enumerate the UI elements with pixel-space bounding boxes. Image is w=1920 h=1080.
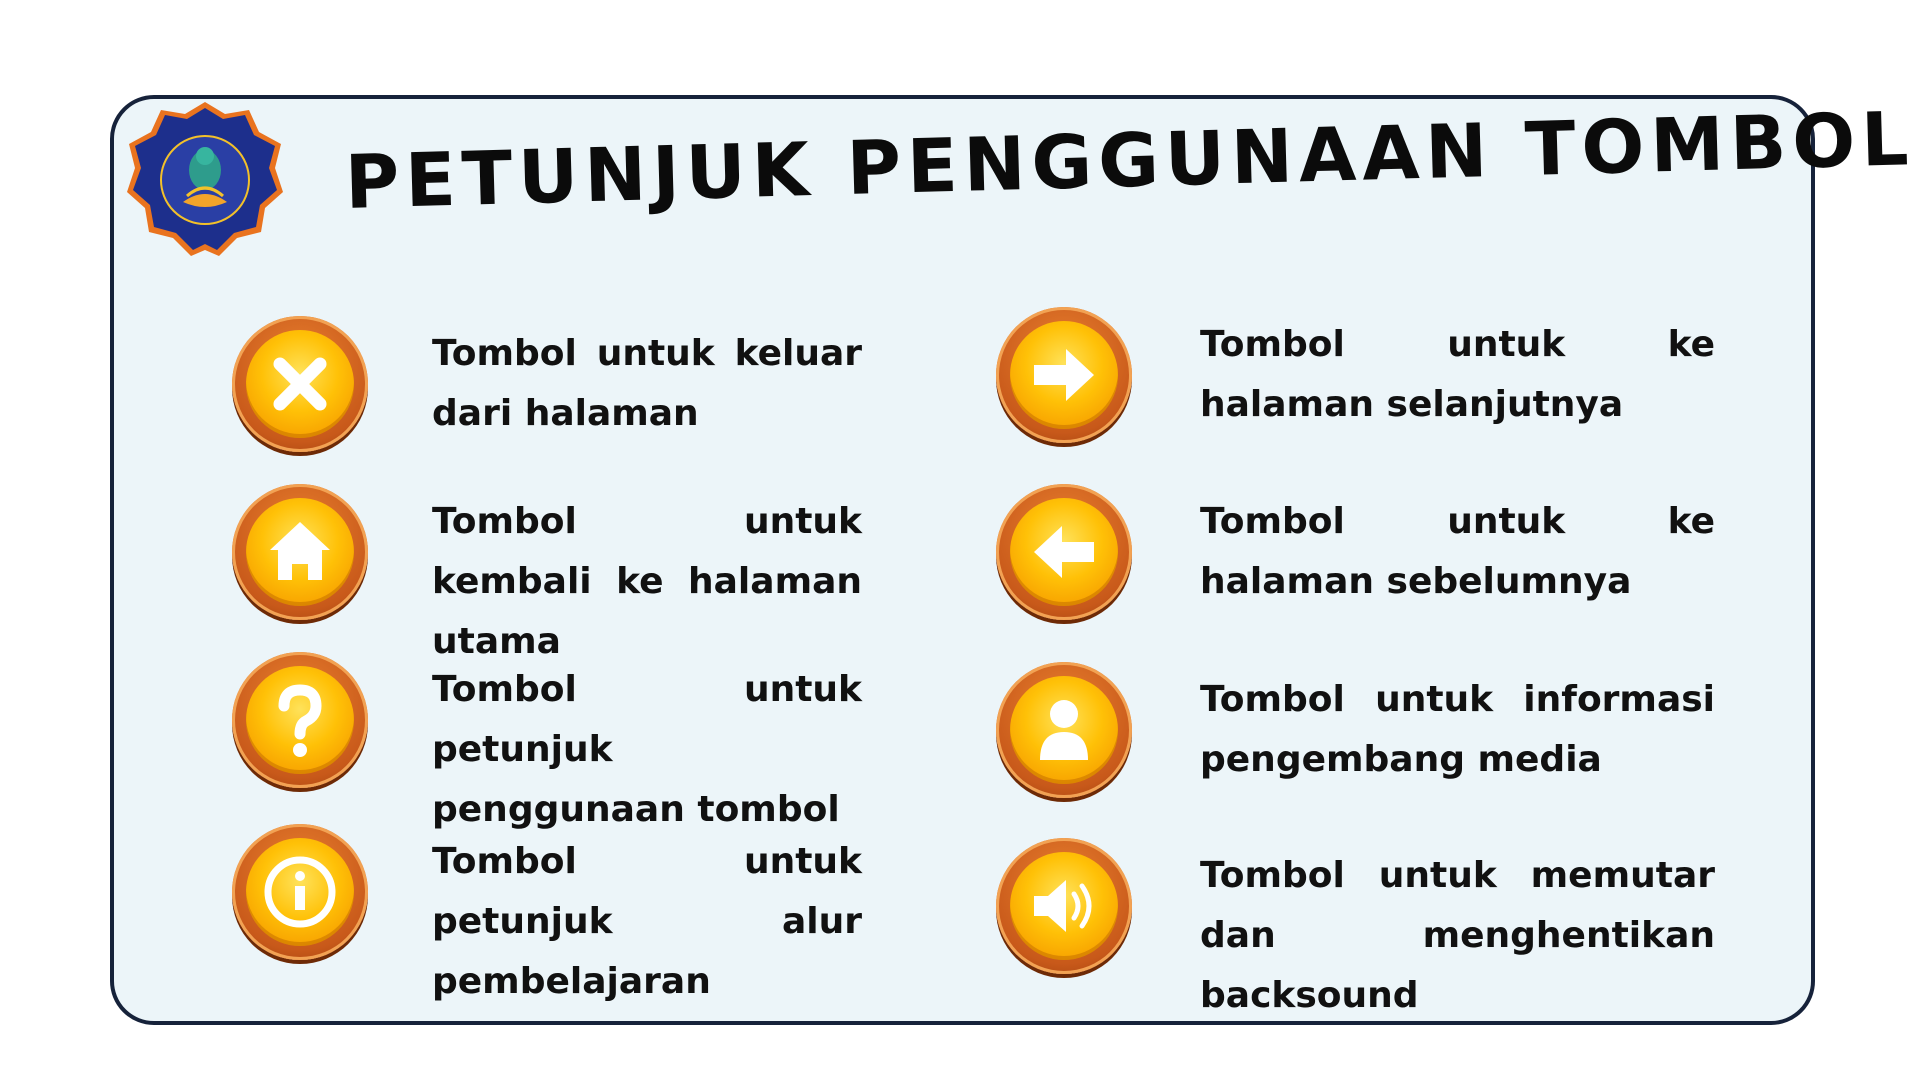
- close-description: Tombol untuk keluar dari halaman: [432, 333, 862, 434]
- close-button[interactable]: [232, 316, 368, 452]
- list-item-info: [232, 824, 972, 1002]
- home-icon: [246, 498, 354, 606]
- undiksha-logo: [125, 100, 285, 260]
- user-icon: [1010, 676, 1118, 784]
- arrow-right-icon: [1010, 321, 1118, 429]
- developer-button[interactable]: [996, 662, 1132, 798]
- list-item-home: [232, 484, 972, 662]
- help-button[interactable]: [232, 652, 368, 788]
- developer-description: Tombol untuk informasi pengembang media: [1200, 679, 1715, 780]
- list-item-help: [232, 652, 972, 830]
- list-item-developer: [996, 662, 1736, 812]
- home-description: Tombol untuk kembali ke halaman utama: [432, 501, 862, 662]
- list-item-previous: [996, 484, 1736, 634]
- close-icon: [246, 330, 354, 438]
- list-item-next: [996, 307, 1736, 457]
- page-title: PETUNJUK PENGGUNAAN TOMBOL: [343, 96, 1916, 226]
- speaker-icon: [1010, 852, 1118, 960]
- info-button[interactable]: [232, 824, 368, 960]
- sound-description: Tombol untuk memutar dan menghentikan backsound: [1200, 855, 1715, 1016]
- list-item-sound: [996, 838, 1736, 1016]
- next-button[interactable]: [996, 307, 1132, 443]
- info-icon: [246, 838, 354, 946]
- next-description: Tombol untuk ke halaman selanjutnya: [1200, 324, 1715, 425]
- help-description: Tombol untuk petunjuk penggunaan tombol: [432, 669, 862, 830]
- home-button[interactable]: [232, 484, 368, 620]
- info-description: Tombol untuk petunjuk alur pembelajaran: [432, 841, 862, 1002]
- list-item-close: [232, 316, 972, 466]
- previous-button[interactable]: [996, 484, 1132, 620]
- question-icon: [246, 666, 354, 774]
- previous-description: Tombol untuk ke halaman sebelumnya: [1200, 501, 1715, 602]
- sound-button[interactable]: [996, 838, 1132, 974]
- arrow-left-icon: [1010, 498, 1118, 606]
